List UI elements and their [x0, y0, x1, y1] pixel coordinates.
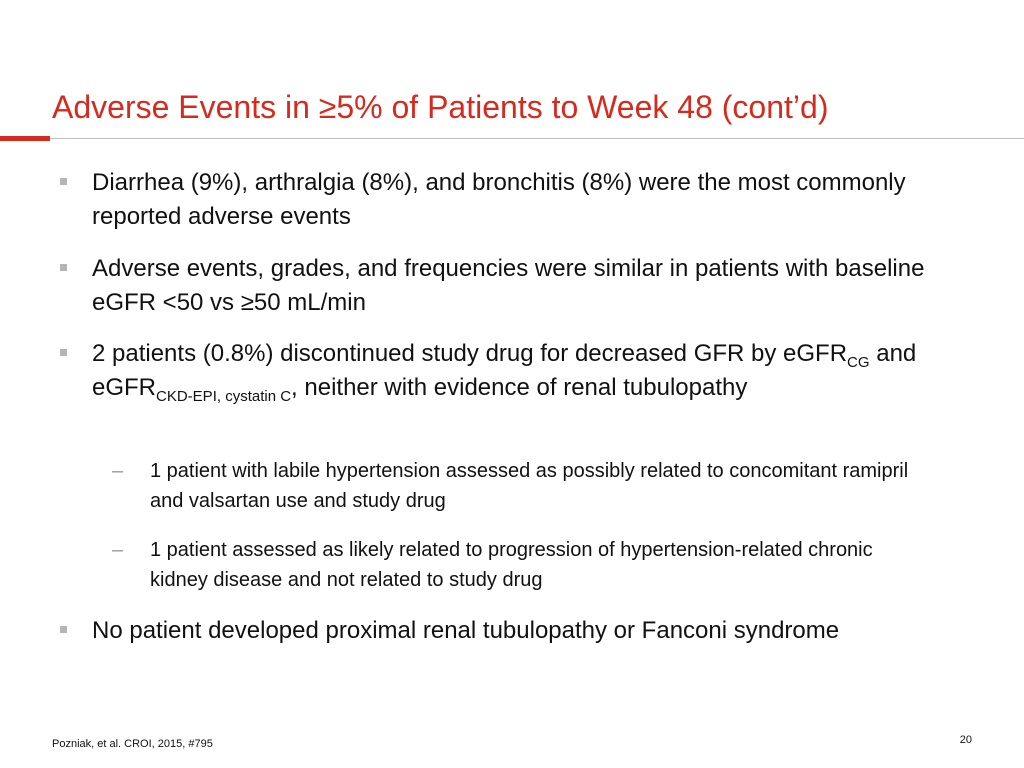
- slide-title: Adverse Events in ≥5% of Patients to Week 48 (cont’d): [52, 89, 829, 125]
- bullet-1: [92, 166, 952, 234]
- subbullet-2: [112, 535, 930, 595]
- bullet-3-text-part3: , neither with evidence of renal tubulopathy: [291, 374, 748, 401]
- bullet-3-text-part2: and eGFR: [92, 340, 917, 401]
- square-bullet-icon: [60, 264, 67, 271]
- bullet-4: [92, 614, 952, 648]
- page-number: 20: [959, 734, 972, 746]
- square-bullet-icon: [60, 349, 67, 356]
- dash-bullet-icon: –: [112, 460, 124, 482]
- subscript-cg: CG: [847, 354, 870, 371]
- bullet-3: [92, 337, 952, 405]
- square-bullet-icon: [60, 626, 67, 633]
- subbullet-2-text: 1 patient assessed as likely related to progression of hypertension-related chronic kidney disease and not related to study drug: [150, 539, 873, 591]
- subscript-ckd-epi: CKD-EPI, cystatin C: [156, 388, 292, 405]
- subbullet-1: [112, 456, 930, 516]
- bullet-3-text-part1: 2 patients (0.8%) discontinued study drug for decreased GFR by eGFR: [92, 340, 848, 367]
- bullet-1-text: Diarrhea (9%), arthralgia (8%), and bronchitis (8%) were the most commonly reported adverse events: [92, 169, 906, 230]
- subbullet-1-text: 1 patient with labile hypertension assessed as possibly related to concomitant ramipril and valsartan use and study drug: [150, 460, 909, 512]
- bullet-2-text: Adverse events, grades, and frequencies were similar in patients with baseline eGFR <50 vs ≥50 mL/min: [92, 255, 925, 316]
- dash-bullet-icon: –: [112, 539, 124, 561]
- bullet-2: [92, 252, 952, 320]
- footer-reference: Pozniak, et al. CROI, 2015, #795: [52, 738, 213, 750]
- square-bullet-icon: [60, 178, 67, 185]
- bullet-4-text: No patient developed proximal renal tubulopathy or Fanconi syndrome: [92, 617, 840, 644]
